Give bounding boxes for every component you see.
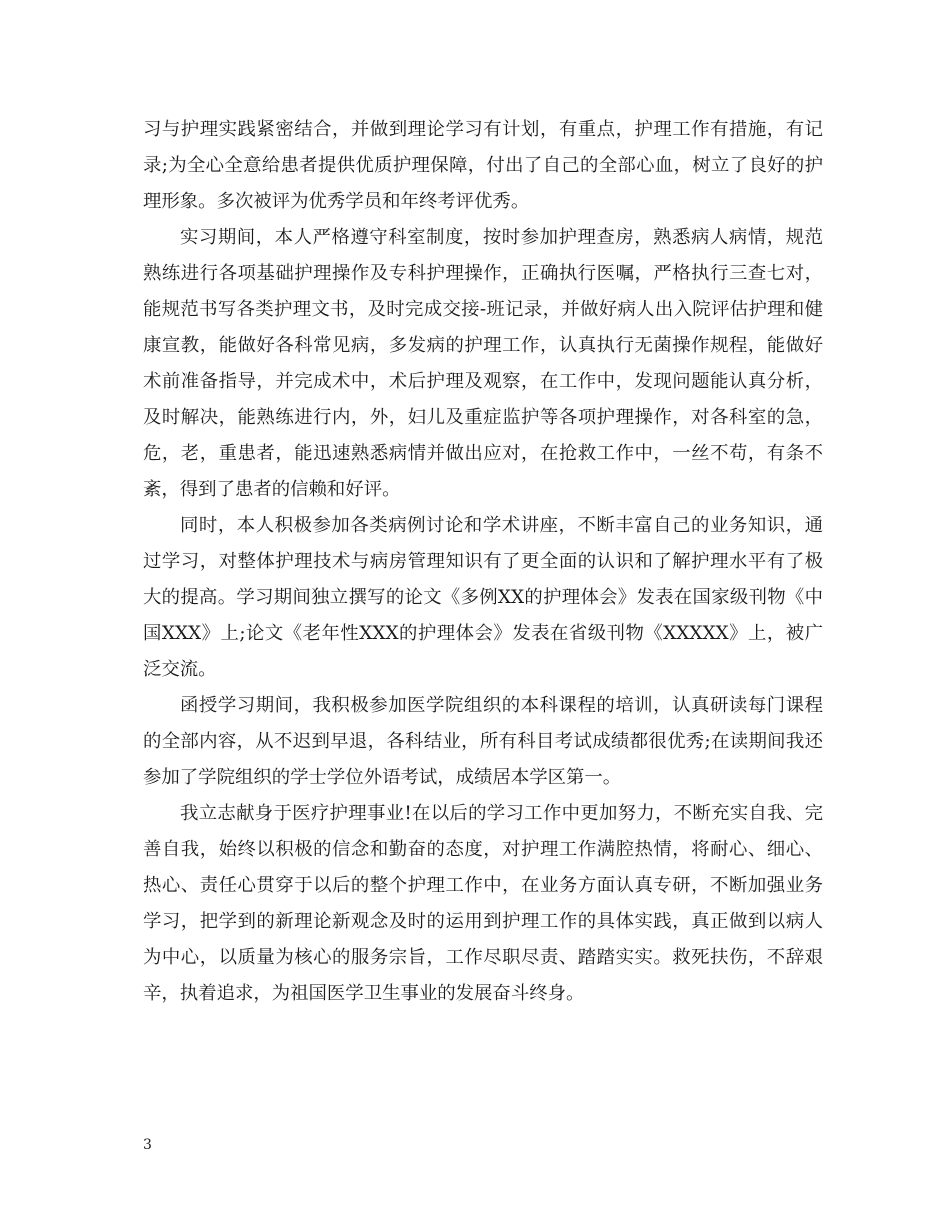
paragraph-internship: 实习期间，本人严格遵守科室制度，按时参加护理查房，熟悉病人病情，规范熟练进行各项基础护理操作及专科护理操作，正确执行医嘱，严格执行三查七对，能规范书写各类护理文书，及时完成交接-班记录，并做好病人出入院评估护理和健康宣教，能做好各科常见病，多发病的护理工作，认真执行无菌操作规程，能做好术前准备指导，并完成术中，术后护理及观察，在工作中，发现问题能认真分析，及时解决，能熟练进行内，外，妇儿及重症监护等各项护理操作，对各科室的急，危，老，重患者，能迅速熟悉病情并做出应对，在抢救工作中，一丝不苟，有条不紊，得到了患者的信赖和好评。 xyxy=(143,227,823,500)
paragraph-commitment: 我立志献身于医疗护理事业!在以后的学习工作中更加努力，不断充实自我、完善自我，始终以积极的信念和勤奋的态度，对护理工作满腔热情，将耐心、细心、热心、责任心贯穿于以后的整个护理工作中，在业务方面认真专研，不断加强业务学习，把学到的新理论新观念及时的运用到护理工作的具体实践，真正做到以病人为中心，以质量为核心的服务宗旨，工作尽职尽责、踏踏实实。救死扶伤，不辞艰辛，执着追求，为祖国医学卫生事业的发展奋斗终身。 xyxy=(143,803,823,1004)
paragraph-continued-training: 习与护理实践紧密结合，并做到理论学习有计划，有重点，护理工作有措施，有记录;为全心全意给患者提供优质护理保障，付出了自己的全部心血，树立了良好的护理形象。多次被评为优秀学员和年终考评优秀。 xyxy=(143,119,823,212)
page-number: 3 xyxy=(143,1137,152,1153)
document-body xyxy=(143,112,823,1012)
paragraph-academic-activities: 同时，本人积极参加各类病例讨论和学术讲座，不断丰富自己的业务知识，通过学习，对整体护理技术与病房管理知识有了更全面的认识和了解护理水平有了极大的提高。学习期间独立撰写的论文《多例XX的护理体会》发表在国家级刊物《中国XXX》上;论文《老年性XXX的护理体会》发表在省级刊物《XXXXX》上，被广泛交流。 xyxy=(143,515,823,680)
paragraph-correspondence-study: 函授学习期间，我积极参加医学院组织的本科课程的培训，认真研读每门课程的全部内容，从不迟到早退，各科结业，所有科目考试成绩都很优秀;在读期间我还参加了学院组织的学士学位外语考试，成绩居本学区第一。 xyxy=(143,695,823,788)
